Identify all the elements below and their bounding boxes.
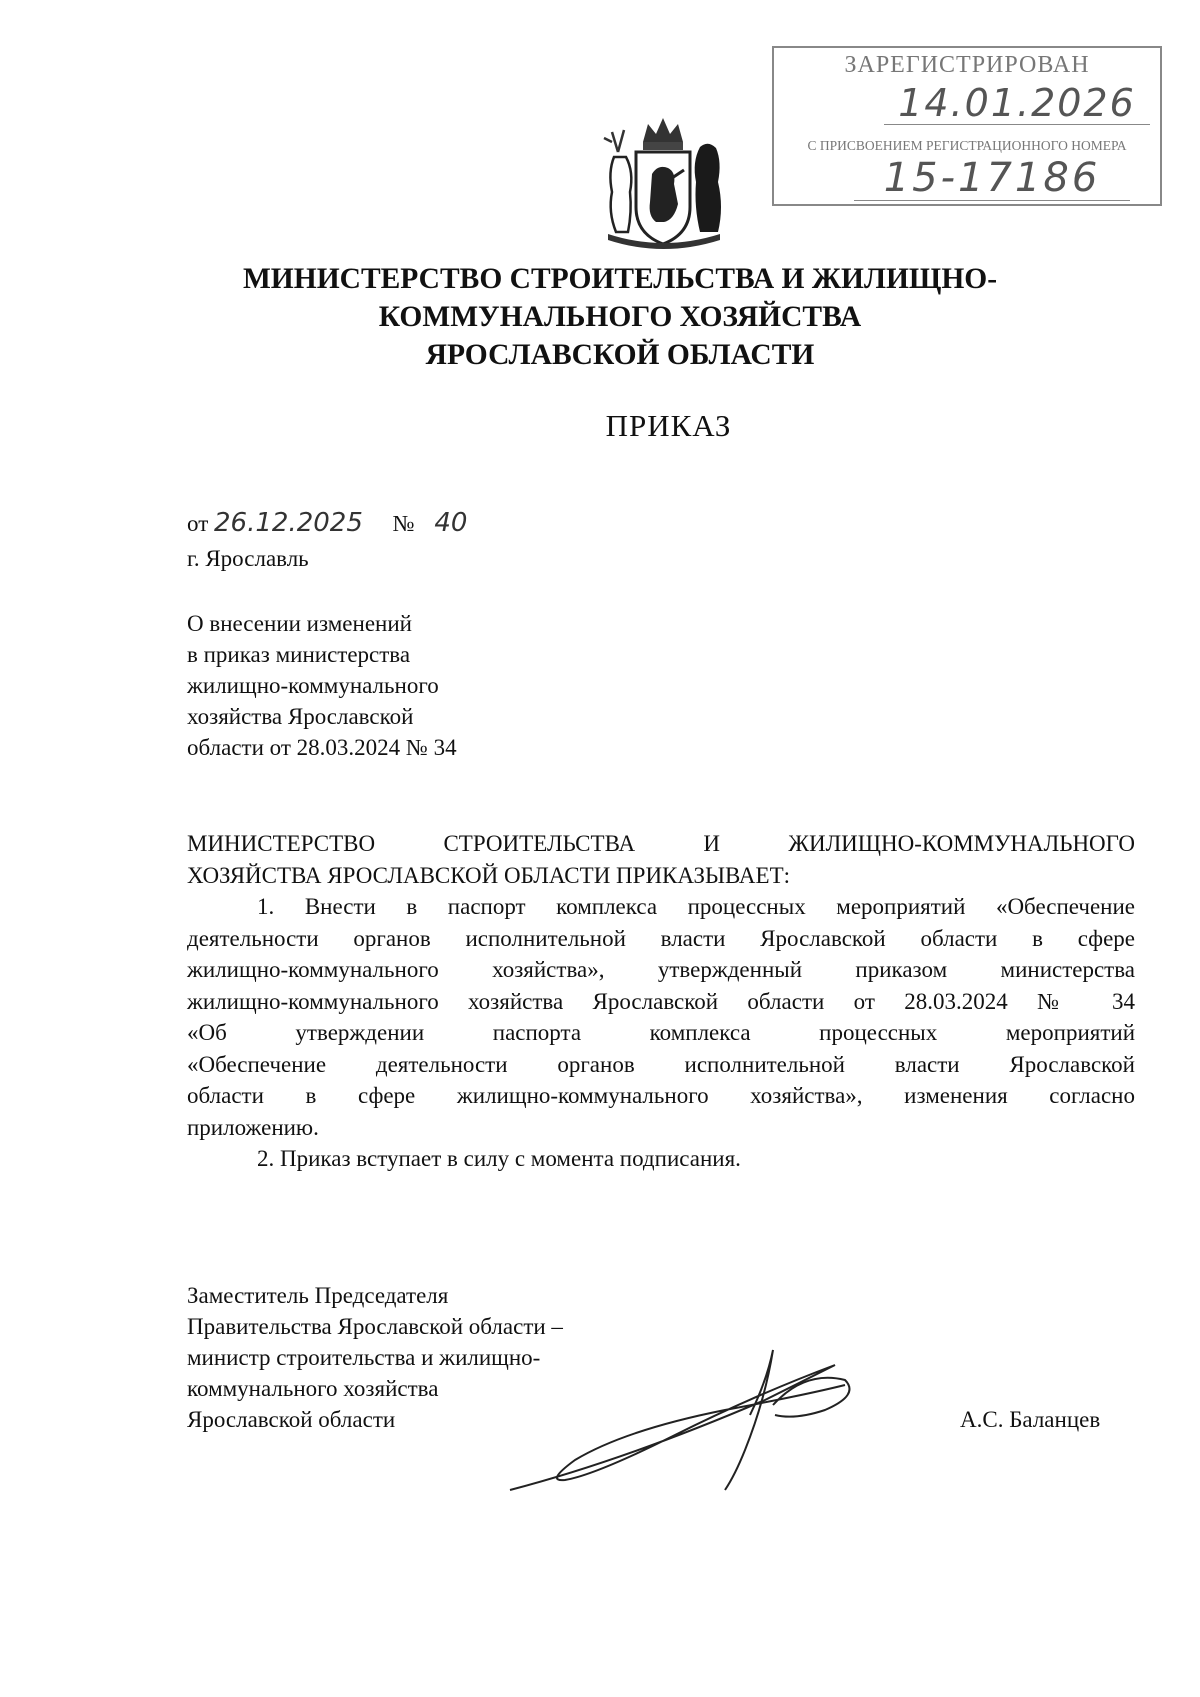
document-type: ПРИКАЗ <box>605 408 732 443</box>
stamp-subtitle: С ПРИСВОЕНИЕМ РЕГИСТРАЦИОННОГО НОМЕРА <box>807 138 1127 153</box>
item1-line: области в сфере жилищно-коммунального хозяйства», изменения согласно <box>187 1083 1135 1108</box>
item1-line: 1. Внести в паспорт комплекса процессных мероприятий «Обеспечение <box>257 894 1135 919</box>
date-number-line <box>187 508 467 539</box>
preamble-line: МИНИСТЕРСТВО СТРОИТЕЛЬСТВА И ЖИЛИЩНО-КОММУНАЛЬНОГО <box>187 831 1135 856</box>
item1-line: деятельности органов исполнительной власти Ярославской области в сфере <box>187 925 1135 951</box>
item1-line: жилищно-коммунального хозяйства», утвержденный приказом министерства <box>187 957 1135 982</box>
position-line: Правительства Ярославской области – <box>187 1314 563 1339</box>
position-line: министр строительства и жилищно- <box>187 1345 541 1370</box>
number-label: № <box>392 511 415 536</box>
subject-line: хозяйства Ярославской <box>187 704 414 729</box>
item2-line: 2. Приказ вступает в силу с момента подписания. <box>257 1146 741 1171</box>
registration-stamp <box>772 46 1162 206</box>
order-number: 40 <box>434 508 468 538</box>
item1-line: приложению. <box>187 1114 319 1140</box>
from-label: от <box>187 511 209 536</box>
preamble-line: ХОЗЯЙСТВА ЯРОСЛАВСКОЙ ОБЛАСТИ ПРИКАЗЫВАЕТ: <box>187 862 791 888</box>
subject-block <box>187 608 457 763</box>
subject-line: О внесении изменений <box>187 611 412 636</box>
position-line: Ярославской области <box>187 1407 396 1432</box>
item1-line: «Об утверждении паспорта комплекса процессных мероприятий <box>187 1020 1135 1045</box>
position-line: коммунального хозяйства <box>187 1376 439 1401</box>
order-body <box>187 828 1135 1175</box>
subject-line: области от 28.03.2024 № 34 <box>187 735 457 760</box>
handwritten-signature <box>505 1340 865 1520</box>
city: г. Ярославль <box>187 546 309 571</box>
subject-line: жилищно-коммунального <box>187 673 439 698</box>
stamp-title: ЗАРЕГИСТРИРОВАН <box>844 52 1090 78</box>
order-date: 26.12.2025 <box>214 508 363 538</box>
stamp-number: 15-17186 <box>854 156 1130 201</box>
subject-line: в приказ министерства <box>187 642 411 667</box>
signatory-name: А.С. Баланцев <box>960 1407 1101 1432</box>
position-line: Заместитель Председателя <box>187 1283 449 1308</box>
item1-line: «Обеспечение деятельности органов исполнительной власти Ярославской <box>187 1051 1135 1077</box>
item1-line: жилищно-коммунального хозяйства Ярославской области от 28.03.2024 № 34 <box>187 988 1135 1014</box>
ministry-heading <box>190 260 1050 374</box>
heading-line: КОММУНАЛЬНОГО ХОЗЯЙСТВА <box>378 301 862 333</box>
coat-of-arms-icon <box>588 112 738 257</box>
stamp-date: 14.01.2026 <box>884 82 1150 125</box>
heading-line: ЯРОСЛАВСКОЙ ОБЛАСТИ <box>425 339 815 371</box>
heading-line: МИНИСТЕРСТВО СТРОИТЕЛЬСТВА И ЖИЛИЩНО- <box>242 263 998 295</box>
